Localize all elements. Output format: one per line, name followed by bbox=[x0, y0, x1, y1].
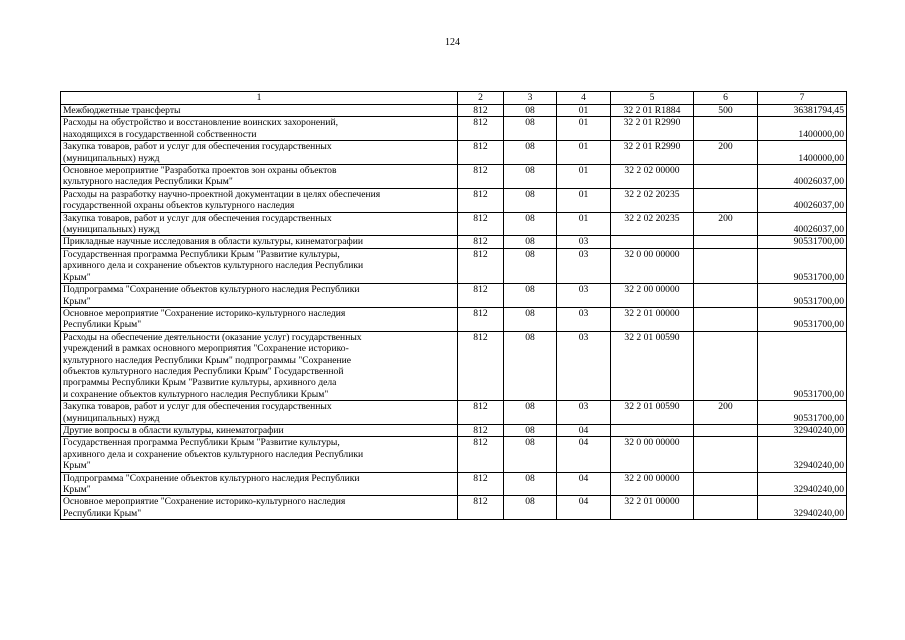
row-name-cell bbox=[61, 248, 458, 283]
row-c6-cell bbox=[694, 188, 758, 212]
row-amount-cell: 90531700,00 bbox=[758, 284, 847, 308]
row-c2-cell: 812 bbox=[458, 105, 504, 117]
row-c6-cell bbox=[694, 248, 758, 283]
row-name-cell bbox=[61, 117, 458, 141]
row-name-cell bbox=[61, 424, 458, 436]
row-c4-cell: 01 bbox=[557, 165, 611, 189]
row-amount-cell: 1400000,00 bbox=[758, 117, 847, 141]
row-amount-cell: 90531700,00 bbox=[758, 248, 847, 283]
row-name-line: Крым" bbox=[63, 460, 91, 472]
row-amount-cell: 40026037,00 bbox=[758, 188, 847, 212]
row-amount-cell: 40026037,00 bbox=[758, 165, 847, 189]
row-c2-cell: 812 bbox=[458, 212, 504, 236]
row-amount-cell: 1400000,00 bbox=[758, 141, 847, 165]
column-header: 7 bbox=[758, 92, 847, 105]
row-name-line: Другие вопросы в области культуры, кинематографии bbox=[63, 424, 284, 436]
table-row bbox=[61, 424, 847, 436]
table-row bbox=[61, 188, 847, 212]
row-c6-cell bbox=[694, 307, 758, 331]
table-row bbox=[61, 307, 847, 331]
row-name-line: государственной охраны объектов культурного наследия bbox=[63, 200, 295, 212]
table-header-row bbox=[61, 92, 847, 105]
row-name-cell bbox=[61, 472, 458, 496]
row-c2-cell: 812 bbox=[458, 284, 504, 308]
row-c2-cell: 812 bbox=[458, 307, 504, 331]
table-row bbox=[61, 496, 847, 520]
row-c6-cell bbox=[694, 472, 758, 496]
row-c2-cell: 812 bbox=[458, 165, 504, 189]
row-name-line: Основное мероприятие "Разработка проектов зон охраны объектов bbox=[63, 165, 337, 177]
row-name-line: Закупка товаров, работ и услуг для обеспечения государственных bbox=[63, 212, 332, 224]
row-c2-cell: 812 bbox=[458, 401, 504, 425]
row-c2-cell: 812 bbox=[458, 117, 504, 141]
row-c4-cell: 03 bbox=[557, 236, 611, 248]
row-name-line: Основное мероприятие "Сохранение историко-культурного наследия bbox=[63, 307, 346, 319]
row-name-cell bbox=[61, 212, 458, 236]
row-name-line: Прикладные научные исследования в области культуры, кинематографии bbox=[63, 236, 363, 248]
row-name-line: Подпрограмма "Сохранение объектов культурного наследия Республики bbox=[63, 284, 360, 296]
row-c2-cell: 812 bbox=[458, 331, 504, 400]
row-c4-cell: 04 bbox=[557, 424, 611, 436]
row-c2-cell: 812 bbox=[458, 236, 504, 248]
row-c6-cell bbox=[694, 331, 758, 400]
row-name-line: архивного дела и сохранение объектов культурного наследия Республики bbox=[63, 448, 364, 460]
row-amount-cell: 32940240,00 bbox=[758, 424, 847, 436]
column-header: 1 bbox=[61, 92, 458, 105]
row-name-line: и сохранение объектов культурного наследия Республики Крым" bbox=[63, 388, 329, 400]
table-row bbox=[61, 117, 847, 141]
row-amount-cell: 36381794,45 bbox=[758, 105, 847, 117]
row-amount-cell: 90531700,00 bbox=[758, 307, 847, 331]
row-name-cell bbox=[61, 165, 458, 189]
row-c3-cell: 08 bbox=[504, 424, 557, 436]
column-header: 3 bbox=[504, 92, 557, 105]
row-c5-cell: 32 2 01 00590 bbox=[611, 401, 694, 425]
row-name-line: Расходы на разработку научно-проектной документации в целях обеспечения bbox=[63, 188, 381, 200]
row-c6-cell bbox=[694, 437, 758, 472]
row-c3-cell: 08 bbox=[504, 472, 557, 496]
row-name-cell bbox=[61, 331, 458, 400]
row-c5-cell: 32 2 01 00000 bbox=[611, 496, 694, 520]
row-c6-cell: 200 bbox=[694, 141, 758, 165]
table-row bbox=[61, 401, 847, 425]
row-name-cell bbox=[61, 188, 458, 212]
row-c4-cell: 03 bbox=[557, 248, 611, 283]
row-c4-cell: 04 bbox=[557, 496, 611, 520]
row-c5-cell: 32 2 01 R2990 bbox=[611, 117, 694, 141]
row-c5-cell: 32 0 00 00000 bbox=[611, 437, 694, 472]
row-c4-cell: 03 bbox=[557, 401, 611, 425]
row-c6-cell bbox=[694, 424, 758, 436]
table-row bbox=[61, 105, 847, 117]
row-c6-cell bbox=[694, 284, 758, 308]
row-name-cell bbox=[61, 496, 458, 520]
row-c5-cell: 32 2 02 00000 bbox=[611, 165, 694, 189]
row-name-line: (муниципальных) нужд bbox=[63, 224, 160, 236]
table-row bbox=[61, 437, 847, 472]
row-name-line: Закупка товаров, работ и услуг для обеспечения государственных bbox=[63, 401, 332, 413]
row-c5-cell bbox=[611, 236, 694, 248]
row-name-line: Межбюджетные трансферты bbox=[63, 105, 181, 116]
row-c3-cell: 08 bbox=[504, 284, 557, 308]
page-number: 124 bbox=[445, 37, 460, 48]
row-name-cell bbox=[61, 105, 458, 117]
row-c4-cell: 01 bbox=[557, 141, 611, 165]
row-c3-cell: 08 bbox=[504, 141, 557, 165]
row-c6-cell bbox=[694, 117, 758, 141]
row-name-line: культурного наследия Республики Крым" bbox=[63, 176, 233, 188]
row-name-cell bbox=[61, 236, 458, 248]
row-c5-cell: 32 2 00 00000 bbox=[611, 472, 694, 496]
row-c5-cell: 32 2 02 20235 bbox=[611, 212, 694, 236]
row-c3-cell: 08 bbox=[504, 307, 557, 331]
row-name-line: Подпрограмма "Сохранение объектов культурного наследия Республики bbox=[63, 472, 360, 484]
row-name-line: Крым" bbox=[63, 295, 91, 307]
row-c4-cell: 03 bbox=[557, 284, 611, 308]
row-name-line: Основное мероприятие "Сохранение историко-культурного наследия bbox=[63, 496, 346, 508]
row-name-line: Закупка товаров, работ и услуг для обеспечения государственных bbox=[63, 141, 332, 153]
row-c4-cell: 01 bbox=[557, 117, 611, 141]
row-c4-cell: 04 bbox=[557, 437, 611, 472]
row-c4-cell: 03 bbox=[557, 307, 611, 331]
row-name-line: находящихся в государственной собственности bbox=[63, 128, 257, 140]
table-row bbox=[61, 248, 847, 283]
row-c6-cell: 200 bbox=[694, 401, 758, 425]
row-name-cell bbox=[61, 141, 458, 165]
row-amount-cell: 90531700,00 bbox=[758, 401, 847, 425]
row-c4-cell: 03 bbox=[557, 331, 611, 400]
row-c2-cell: 812 bbox=[458, 437, 504, 472]
row-c3-cell: 08 bbox=[504, 236, 557, 248]
row-name-line: объектов культурного наследия Республики Крым" Государственной bbox=[63, 365, 344, 377]
row-amount-cell: 32940240,00 bbox=[758, 472, 847, 496]
row-c3-cell: 08 bbox=[504, 165, 557, 189]
row-amount-cell: 40026037,00 bbox=[758, 212, 847, 236]
row-c3-cell: 08 bbox=[504, 117, 557, 141]
row-name-line: Республики Крым" bbox=[63, 507, 142, 519]
row-c5-cell: 32 2 02 20235 bbox=[611, 188, 694, 212]
row-amount-cell: 32940240,00 bbox=[758, 496, 847, 520]
row-amount-cell: 90531700,00 bbox=[758, 236, 847, 248]
row-c2-cell: 812 bbox=[458, 188, 504, 212]
row-c2-cell: 812 bbox=[458, 141, 504, 165]
row-name-line: (муниципальных) нужд bbox=[63, 412, 160, 424]
row-name-line: (муниципальных) нужд bbox=[63, 152, 160, 164]
row-c5-cell: 32 2 01 R1884 bbox=[611, 105, 694, 117]
row-c4-cell: 01 bbox=[557, 105, 611, 117]
column-header: 5 bbox=[611, 92, 694, 105]
row-c6-cell: 200 bbox=[694, 212, 758, 236]
table-row bbox=[61, 284, 847, 308]
row-name-line: Расходы на обеспечение деятельности (оказание услуг) государственных bbox=[63, 331, 362, 343]
row-name-cell bbox=[61, 284, 458, 308]
row-c4-cell: 01 bbox=[557, 212, 611, 236]
row-c2-cell: 812 bbox=[458, 496, 504, 520]
row-c4-cell: 01 bbox=[557, 188, 611, 212]
row-name-line: Крым" bbox=[63, 484, 91, 495]
row-amount-cell: 32940240,00 bbox=[758, 437, 847, 472]
row-c2-cell: 812 bbox=[458, 424, 504, 436]
row-c6-cell: 500 bbox=[694, 105, 758, 117]
row-c3-cell: 08 bbox=[504, 212, 557, 236]
row-c5-cell: 32 2 01 R2990 bbox=[611, 141, 694, 165]
row-c6-cell bbox=[694, 165, 758, 189]
row-name-line: архивного дела и сохранение объектов культурного наследия Республики bbox=[63, 260, 364, 272]
table-row bbox=[61, 212, 847, 236]
row-c2-cell: 812 bbox=[458, 248, 504, 283]
row-c6-cell bbox=[694, 496, 758, 520]
column-header: 2 bbox=[458, 92, 504, 105]
row-name-cell bbox=[61, 401, 458, 425]
row-c3-cell: 08 bbox=[504, 401, 557, 425]
row-name-line: Республики Крым" bbox=[63, 319, 142, 331]
budget-table bbox=[60, 91, 847, 520]
row-c5-cell bbox=[611, 424, 694, 436]
row-c3-cell: 08 bbox=[504, 248, 557, 283]
row-c3-cell: 08 bbox=[504, 496, 557, 520]
row-c5-cell: 32 2 01 00000 bbox=[611, 307, 694, 331]
column-header: 6 bbox=[694, 92, 758, 105]
row-name-line: Расходы на обустройство и восстановление воинских захоронений, bbox=[63, 117, 338, 129]
row-name-line: программы Республики Крым "Развитие культуры, архивного дела bbox=[63, 377, 337, 389]
table-row bbox=[61, 331, 847, 400]
table-row bbox=[61, 165, 847, 189]
row-name-line: Крым" bbox=[63, 271, 91, 283]
table-row bbox=[61, 472, 847, 496]
row-name-line: культурного наследия Республики Крым" подпрограммы "Сохранение bbox=[63, 354, 352, 366]
row-c3-cell: 08 bbox=[504, 437, 557, 472]
row-c5-cell: 32 0 00 00000 bbox=[611, 248, 694, 283]
row-name-cell bbox=[61, 437, 458, 472]
row-c5-cell: 32 2 01 00590 bbox=[611, 331, 694, 400]
column-header: 4 bbox=[557, 92, 611, 105]
row-name-line: Государственная программа Республики Крым "Развитие культуры, bbox=[63, 437, 340, 449]
table-row bbox=[61, 236, 847, 248]
row-c3-cell: 08 bbox=[504, 331, 557, 400]
row-name-line: учреждений в рамках основного мероприятия "Сохранение историко- bbox=[63, 343, 349, 355]
row-c3-cell: 08 bbox=[504, 188, 557, 212]
row-c5-cell: 32 2 00 00000 bbox=[611, 284, 694, 308]
row-name-cell bbox=[61, 307, 458, 331]
row-name-line: Государственная программа Республики Крым "Развитие культуры, bbox=[63, 248, 340, 260]
table-row bbox=[61, 141, 847, 165]
row-c2-cell: 812 bbox=[458, 472, 504, 496]
row-amount-cell: 90531700,00 bbox=[758, 331, 847, 400]
row-c4-cell: 04 bbox=[557, 472, 611, 496]
row-c3-cell: 08 bbox=[504, 105, 557, 117]
row-c6-cell bbox=[694, 236, 758, 248]
